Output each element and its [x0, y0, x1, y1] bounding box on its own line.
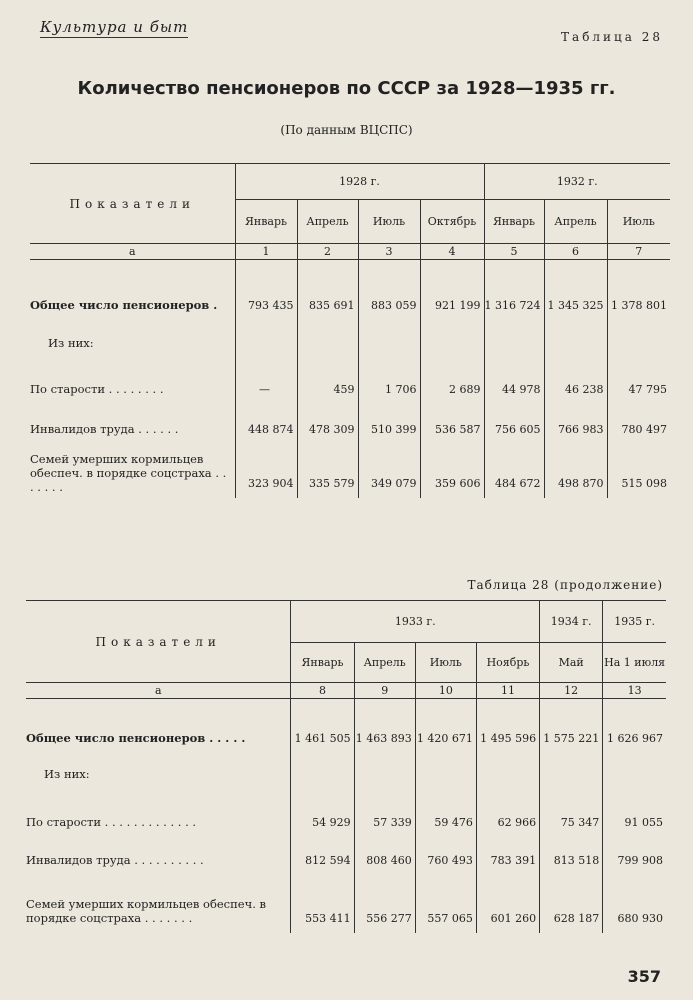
table-continuation-caption: Таблица 28 (продолжение): [467, 578, 663, 592]
table-cell: 1 461 505: [291, 699, 354, 745]
table-cell: 793 435: [235, 260, 297, 312]
row-label: По старости . . . . . . . . . . . . .: [26, 814, 197, 829]
section-header: Культура и быт: [40, 18, 189, 36]
table-cell: 835 691: [297, 260, 358, 312]
table-cell: 323 904: [235, 436, 297, 498]
column-a-label: а: [26, 683, 291, 699]
year-header: 1934 г.: [540, 601, 603, 643]
row-label: Инвалидов труда . . . . . .: [30, 421, 179, 436]
table-cell: 1 495 596: [476, 699, 539, 745]
row-label: Инвалидов труда . . . . . . . . . .: [26, 852, 204, 867]
table-cell: 59 476: [415, 781, 476, 829]
row-label: Семей умерших кормильцев обеспеч. в порядке соцстраха . . . . . . .: [30, 451, 227, 494]
table-cell: 799 908: [603, 829, 666, 867]
table-cell: 44 978: [484, 350, 544, 396]
table-row: [26, 781, 666, 829]
month-header: Октябрь: [420, 200, 484, 244]
table-cell: 1 463 893: [354, 699, 415, 745]
column-number: 13: [603, 683, 666, 699]
year-header: 1932 г.: [484, 164, 670, 200]
month-header: Июль: [358, 200, 420, 244]
column-number: 8: [291, 683, 354, 699]
table-cell: 335 579: [297, 436, 358, 498]
table-cell: 57 339: [354, 781, 415, 829]
table-row: [30, 312, 670, 350]
table-cell: 557 065: [415, 867, 476, 933]
month-header: Январь: [235, 200, 297, 244]
table-cell: 349 079: [358, 436, 420, 498]
row-label: Общее число пенсионеров .: [30, 297, 218, 312]
table-cell: 553 411: [291, 867, 354, 933]
table-cell: 883 059: [358, 260, 420, 312]
column-number: 12: [540, 683, 603, 699]
month-header: На 1 июля: [603, 643, 666, 683]
pensioners-table-1933-1935: [26, 600, 666, 933]
table-row: [30, 396, 670, 436]
table-label: Таблица 28: [561, 30, 663, 44]
table-cell: 813 518: [540, 829, 603, 867]
table-row: [30, 350, 670, 396]
row-label: Семей умерших кормильцев обеспеч. в порядке соцстраха . . . . . . .: [26, 896, 266, 925]
month-header: Май: [540, 643, 603, 683]
pensioners-table-1928-1932: [30, 163, 670, 498]
table-cell: 783 391: [476, 829, 539, 867]
table-cell: 1 378 801: [607, 260, 670, 312]
table-cell: 47 795: [607, 350, 670, 396]
page-number: 357: [627, 967, 661, 986]
column-number: 11: [476, 683, 539, 699]
indicator-header: Показатели: [30, 164, 235, 244]
month-header: Апрель: [544, 200, 607, 244]
table-cell: 459: [297, 350, 358, 396]
table-cell: 1 575 221: [540, 699, 603, 745]
column-number: 7: [607, 244, 670, 260]
table-cell: 601 260: [476, 867, 539, 933]
table-cell: 766 983: [544, 396, 607, 436]
table-cell: 921 199: [420, 260, 484, 312]
month-header: Июль: [607, 200, 670, 244]
table-cell: 1 316 724: [484, 260, 544, 312]
table-row: [26, 867, 666, 933]
table-cell: 808 460: [354, 829, 415, 867]
column-a-label: а: [30, 244, 235, 260]
column-number: 1: [235, 244, 297, 260]
row-label: По старости . . . . . . . .: [30, 381, 164, 396]
column-number: 2: [297, 244, 358, 260]
table-cell: 62 966: [476, 781, 539, 829]
table-cell: 75 347: [540, 781, 603, 829]
page-title: Количество пенсионеров по СССР за 1928—1935 гг.: [77, 78, 616, 99]
row-label: Из них:: [48, 335, 94, 350]
table-cell: 780 497: [607, 396, 670, 436]
table-row: [30, 260, 670, 312]
month-header: Ноябрь: [476, 643, 539, 683]
row-label: Общее число пенсионеров . . . . .: [26, 730, 246, 745]
table-cell: 1 345 325: [544, 260, 607, 312]
year-header: 1935 г.: [603, 601, 666, 643]
table-row: [30, 436, 670, 498]
table-cell: 1 706: [358, 350, 420, 396]
table-row: [26, 745, 666, 781]
month-header: Апрель: [297, 200, 358, 244]
table-cell: 556 277: [354, 867, 415, 933]
row-label: Из них:: [44, 766, 90, 781]
table-cell: 1 420 671: [415, 699, 476, 745]
source-note: (По данным ВЦСПС): [280, 123, 413, 137]
table-cell: 1 626 967: [603, 699, 666, 745]
table-cell: —: [235, 350, 297, 396]
column-number: 6: [544, 244, 607, 260]
table-cell: 498 870: [544, 436, 607, 498]
table-cell: 46 238: [544, 350, 607, 396]
month-header: Апрель: [354, 643, 415, 683]
table-cell: 760 493: [415, 829, 476, 867]
month-header: Июль: [415, 643, 476, 683]
indicator-header: Показатели: [26, 601, 291, 683]
table-cell: 680 930: [603, 867, 666, 933]
table-cell: 812 594: [291, 829, 354, 867]
table-cell: 484 672: [484, 436, 544, 498]
table-cell: 515 098: [607, 436, 670, 498]
column-number: 3: [358, 244, 420, 260]
table-row: [26, 829, 666, 867]
table-cell: 510 399: [358, 396, 420, 436]
month-header: Январь: [291, 643, 354, 683]
table-row: [26, 699, 666, 745]
table-cell: 2 689: [420, 350, 484, 396]
table-cell: 536 587: [420, 396, 484, 436]
table-cell: 448 874: [235, 396, 297, 436]
table-cell: 478 309: [297, 396, 358, 436]
table-cell: 756 605: [484, 396, 544, 436]
month-header: Январь: [484, 200, 544, 244]
table-cell: 628 187: [540, 867, 603, 933]
column-number: 4: [420, 244, 484, 260]
table-cell: 54 929: [291, 781, 354, 829]
table-cell: 91 055: [603, 781, 666, 829]
column-number: 5: [484, 244, 544, 260]
year-header: 1928 г.: [235, 164, 484, 200]
year-header: 1933 г.: [291, 601, 540, 643]
table-cell: 359 606: [420, 436, 484, 498]
column-number: 9: [354, 683, 415, 699]
column-number: 10: [415, 683, 476, 699]
